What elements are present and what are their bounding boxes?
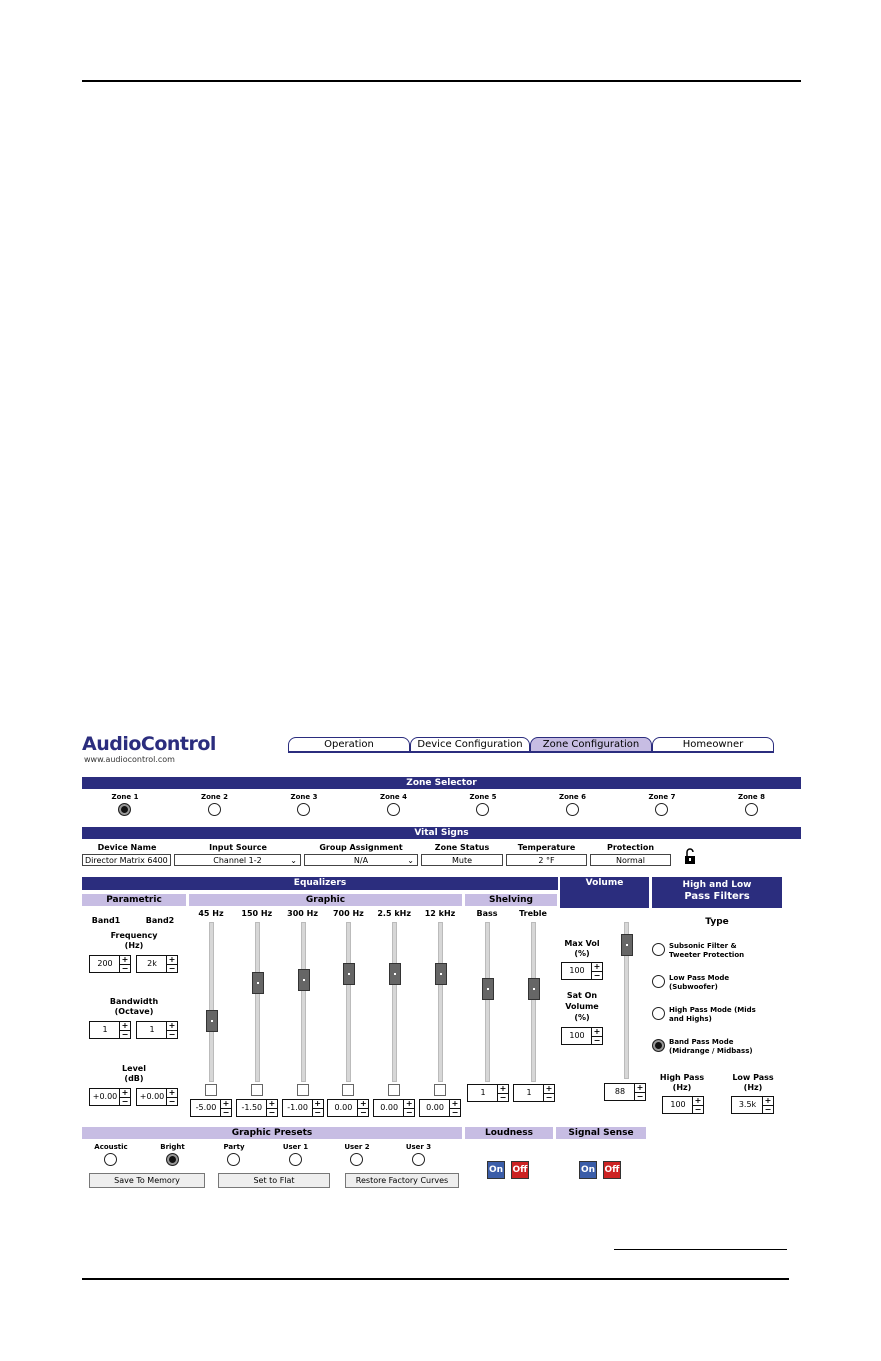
bandwidth-band1-stepper[interactable] (89, 1021, 131, 1039)
zone-radio-5[interactable] (476, 803, 489, 816)
device-name-header: Device Name (97, 843, 157, 852)
zone-radio-6[interactable] (566, 803, 579, 816)
stepper-buttons[interactable]: + − (166, 1022, 177, 1038)
stepper-buttons[interactable]: + − (220, 1100, 231, 1116)
graphic-band-value: -5.00 (195, 1103, 217, 1112)
frequency-band1-value: 200 (97, 959, 113, 968)
graphic-band-value: 0.00 (426, 1103, 444, 1112)
graphic-bar: Graphic (189, 894, 462, 906)
sat-on-volume-stepper[interactable] (561, 1027, 603, 1045)
zone-radio-4[interactable] (387, 803, 400, 816)
filter-type-label-line1: Low Pass Mode (669, 974, 730, 982)
bandwidth-unit: (Octave) (114, 1007, 154, 1016)
filter-type-label-line2: Tweeter Protection (669, 951, 745, 959)
vital-signs-bar: Vital Signs (82, 827, 801, 839)
tab-zone-configuration[interactable]: Zone Configuration (530, 737, 652, 753)
preset-radio[interactable] (227, 1153, 240, 1166)
graphic-slider-thumb[interactable] (343, 963, 355, 985)
input-source-select[interactable] (174, 854, 301, 866)
graphic-band-label: 2.5 kHz (377, 909, 411, 918)
graphic-band-checkbox[interactable] (342, 1084, 354, 1096)
zone-status-field: Mute (421, 854, 503, 866)
stepper-buttons[interactable]: + − (591, 1028, 602, 1044)
preset-radio[interactable] (289, 1153, 302, 1166)
zone-label-6: Zone 6 (559, 793, 586, 801)
low-pass-stepper[interactable] (731, 1096, 774, 1114)
graphic-slider-track[interactable] (392, 922, 397, 1082)
zone-radio-1[interactable] (118, 803, 131, 816)
tab-bar (288, 737, 774, 751)
stepper-buttons[interactable]: + − (449, 1100, 460, 1116)
graphic-band-checkbox[interactable] (205, 1084, 217, 1096)
stepper-buttons[interactable]: + − (591, 963, 602, 979)
loudness-off-button[interactable]: Off (511, 1161, 529, 1179)
preset-radio[interactable] (350, 1153, 363, 1166)
graphic-band-value: 0.00 (334, 1103, 353, 1112)
high-pass-unit: (Hz) (672, 1083, 692, 1092)
save-to-memory-button[interactable]: Save To Memory (89, 1173, 205, 1188)
device-name-field[interactable]: Director Matrix 6400 (82, 854, 171, 866)
group-assignment-select[interactable] (304, 854, 418, 866)
graphic-band-value: -1.00 (287, 1103, 308, 1112)
group-assignment-value: N/A (353, 856, 369, 865)
level-band1-value: +0.00 (92, 1092, 118, 1101)
zone-label-1: Zone 1 (111, 793, 139, 801)
preset-label: Acoustic (94, 1143, 128, 1151)
logo-url: www.audiocontrol.com (84, 755, 175, 764)
shelving-slider-track[interactable] (485, 922, 490, 1082)
filters-bar (652, 877, 782, 908)
filter-type-label-line2: (Subwoofer) (669, 983, 718, 991)
bandwidth-band2-value: 1 (149, 1025, 155, 1034)
shelving-slider-thumb[interactable] (482, 978, 494, 1000)
stepper-buttons[interactable]: + − (266, 1100, 277, 1116)
bandwidth-band2-stepper[interactable] (136, 1021, 178, 1039)
stepper-buttons[interactable]: + − (543, 1085, 554, 1101)
zone-radio-7[interactable] (655, 803, 668, 816)
level-label: Level (122, 1064, 146, 1073)
sat-on-label: Sat On (566, 991, 598, 1000)
max-vol-unit: (%) (574, 949, 590, 958)
shelving-slider-thumb[interactable] (528, 978, 540, 1000)
top-rule (82, 80, 801, 82)
graphic-band-stepper[interactable] (190, 1099, 232, 1117)
filter-type-label-line1: Band Pass Mode (669, 1038, 734, 1046)
graphic-presets-bar: Graphic Presets (82, 1127, 462, 1139)
filters-title-line2: Pass Filters (684, 891, 750, 902)
max-vol-label: Max Vol (564, 939, 600, 948)
stepper-buttons[interactable]: + − (762, 1097, 773, 1113)
signal-sense-on-button[interactable]: On (579, 1161, 597, 1179)
zone-selector-bar: Zone Selector (82, 777, 801, 789)
graphic-slider-thumb[interactable] (298, 969, 310, 991)
graphic-slider-thumb[interactable] (435, 963, 447, 985)
stepper-buttons[interactable]: + − (166, 1089, 177, 1105)
input-source-value: Channel 1-2 (213, 856, 262, 865)
preset-label: User 2 (344, 1143, 370, 1151)
signal-sense-off-button[interactable]: Off (603, 1161, 621, 1179)
temperature-header: Temperature (517, 843, 576, 852)
shelving-band-stepper[interactable] (513, 1084, 555, 1102)
level-unit: (dB) (124, 1074, 144, 1083)
graphic-band-value: -1.50 (241, 1103, 263, 1112)
restore-factory-curves-button[interactable]: Restore Factory Curves (345, 1173, 459, 1188)
graphic-band-label: 150 Hz (241, 909, 273, 918)
frequency-band1-stepper[interactable] (89, 955, 131, 973)
volume-slider-thumb[interactable] (621, 934, 633, 956)
high-pass-value: 100 (670, 1100, 686, 1109)
filter-type-label-line1: Subsonic Filter & (669, 942, 737, 950)
stepper-buttons[interactable]: + − (166, 956, 177, 972)
shelving-band-value: 1 (480, 1088, 486, 1097)
unlock-icon[interactable] (684, 847, 696, 865)
graphic-slider-track[interactable] (346, 922, 351, 1082)
max-vol-stepper[interactable] (561, 962, 603, 980)
stepper-buttons[interactable]: + − (119, 956, 130, 972)
graphic-band-label: 300 Hz (287, 909, 319, 918)
graphic-band-checkbox[interactable] (251, 1084, 263, 1096)
signal-sense-bar: Signal Sense (556, 1127, 646, 1139)
level-band2-stepper[interactable] (136, 1088, 178, 1106)
parametric-bar: Parametric (82, 894, 186, 906)
graphic-slider-thumb[interactable] (252, 972, 264, 994)
graphic-band-stepper[interactable] (327, 1099, 369, 1117)
shelving-band-value: 1 (526, 1088, 532, 1097)
tab-operation[interactable]: Operation (288, 737, 410, 753)
graphic-slider-thumb[interactable] (389, 963, 401, 985)
bottom-rule (82, 1278, 789, 1280)
filter-type-label-line1: High Pass Mode (Mids (669, 1006, 756, 1014)
graphic-slider-track[interactable] (209, 922, 214, 1082)
low-pass-label: Low Pass (732, 1073, 774, 1082)
chevron-down-icon: ⌄ (290, 856, 297, 865)
shelving-bar: Shelving (465, 894, 557, 906)
shelving-band-label: Treble (519, 909, 547, 918)
low-pass-unit: (Hz) (743, 1083, 763, 1092)
level-band2-value: +0.00 (139, 1092, 165, 1101)
low-pass-value: 3.5k (738, 1100, 757, 1109)
input-source-header: Input Source (209, 843, 267, 852)
preset-label: User 1 (282, 1143, 309, 1151)
zone-label-5: Zone 5 (469, 793, 497, 801)
zone-radio-8[interactable] (745, 803, 758, 816)
preset-label: User 3 (405, 1143, 432, 1151)
graphic-band-label: 700 Hz (332, 909, 364, 918)
filter-type-radio[interactable] (652, 943, 665, 956)
preset-label: Bright (160, 1143, 185, 1151)
zone-label-2: Zone 2 (201, 793, 228, 801)
shelving-band-label: Bass (476, 909, 498, 918)
filter-type-radio[interactable] (652, 1039, 665, 1052)
preset-radio[interactable] (166, 1153, 179, 1166)
stepper-buttons[interactable]: + − (357, 1100, 368, 1116)
zone-label-3: Zone 3 (290, 793, 318, 801)
filter-type-label-line2: (Midrange / Midbass) (669, 1047, 753, 1055)
volume-value: 88 (614, 1087, 626, 1096)
tab-homeowner[interactable]: Homeowner (652, 737, 774, 753)
shelving-band-stepper[interactable] (467, 1084, 509, 1102)
sat-on-volume-value: 100 (569, 1031, 585, 1040)
preset-radio[interactable] (104, 1153, 117, 1166)
zone-status-header: Zone Status (434, 843, 490, 852)
max-vol-value: 100 (569, 966, 585, 975)
protection-field: Normal (590, 854, 671, 866)
graphic-band-stepper[interactable] (419, 1099, 461, 1117)
stepper-buttons[interactable]: + − (403, 1100, 414, 1116)
stepper-buttons[interactable]: + − (119, 1022, 130, 1038)
graphic-band-checkbox[interactable] (388, 1084, 400, 1096)
band2-label: Band2 (145, 916, 175, 925)
graphic-slider-track[interactable] (438, 922, 443, 1082)
audiocontrol-logo: AudioControl (82, 733, 216, 755)
volume-bar: Volume (560, 877, 649, 908)
graphic-band-checkbox[interactable] (434, 1084, 446, 1096)
zone-label-4: Zone 4 (380, 793, 407, 801)
stepper-buttons[interactable]: + − (692, 1097, 703, 1113)
graphic-slider-track[interactable] (255, 922, 260, 1082)
graphic-band-checkbox[interactable] (297, 1084, 309, 1096)
preset-label: Party (223, 1143, 245, 1151)
footer-short-rule (614, 1249, 787, 1250)
zone-label-8: Zone 8 (738, 793, 765, 801)
filter-type-label-line2: and Highs) (669, 1015, 712, 1023)
band1-label: Band1 (91, 916, 121, 925)
tab-device-configuration[interactable]: Device Configuration (410, 737, 530, 753)
protection-header: Protection (606, 843, 655, 852)
graphic-slider-thumb[interactable] (206, 1010, 218, 1032)
zone-radio-2[interactable] (208, 803, 221, 816)
level-band1-stepper[interactable] (89, 1088, 131, 1106)
bandwidth-band1-value: 1 (102, 1025, 108, 1034)
zone-radio-3[interactable] (297, 803, 310, 816)
graphic-band-stepper[interactable] (373, 1099, 415, 1117)
stepper-buttons[interactable]: + − (312, 1100, 323, 1116)
filter-type-radio[interactable] (652, 975, 665, 988)
filter-type-radio[interactable] (652, 1007, 665, 1020)
filters-title-line1: High and Low (682, 880, 752, 890)
high-pass-stepper[interactable] (662, 1096, 704, 1114)
graphic-band-label: 12 kHz (424, 909, 456, 918)
graphic-band-stepper[interactable] (282, 1099, 324, 1117)
preset-radio[interactable] (412, 1153, 425, 1166)
chevron-down-icon: ⌄ (407, 856, 414, 865)
graphic-slider-track[interactable] (301, 922, 306, 1082)
loudness-on-button[interactable]: On (487, 1161, 505, 1179)
stepper-buttons[interactable]: + − (119, 1089, 130, 1105)
frequency-band2-value: 2k (147, 959, 157, 968)
frequency-label: Frequency (110, 931, 158, 940)
sat-on-unit: (%) (574, 1013, 590, 1022)
set-to-flat-button[interactable]: Set to Flat (218, 1173, 330, 1188)
high-pass-label: High Pass (659, 1073, 705, 1082)
shelving-slider-track[interactable] (531, 922, 536, 1082)
stepper-buttons[interactable]: + − (497, 1085, 508, 1101)
frequency-band2-stepper[interactable] (136, 955, 178, 973)
sat-on-label2: Volume (565, 1002, 599, 1011)
graphic-band-label: 45 Hz (198, 909, 224, 918)
temperature-field: 2 °F (506, 854, 587, 866)
graphic-band-stepper[interactable] (236, 1099, 278, 1117)
bandwidth-label: Bandwidth (109, 997, 159, 1006)
graphic-band-value: 0.00 (380, 1103, 399, 1112)
zone-label-7: Zone 7 (648, 793, 676, 801)
loudness-bar: Loudness (465, 1127, 553, 1139)
volume-stepper[interactable] (604, 1083, 646, 1101)
frequency-unit: (Hz) (124, 941, 144, 950)
equalizers-bar: Equalizers (82, 877, 558, 890)
stepper-buttons[interactable]: + − (634, 1084, 645, 1100)
group-assignment-header: Group Assignment (319, 843, 403, 852)
filter-type-label: Type (705, 917, 729, 927)
